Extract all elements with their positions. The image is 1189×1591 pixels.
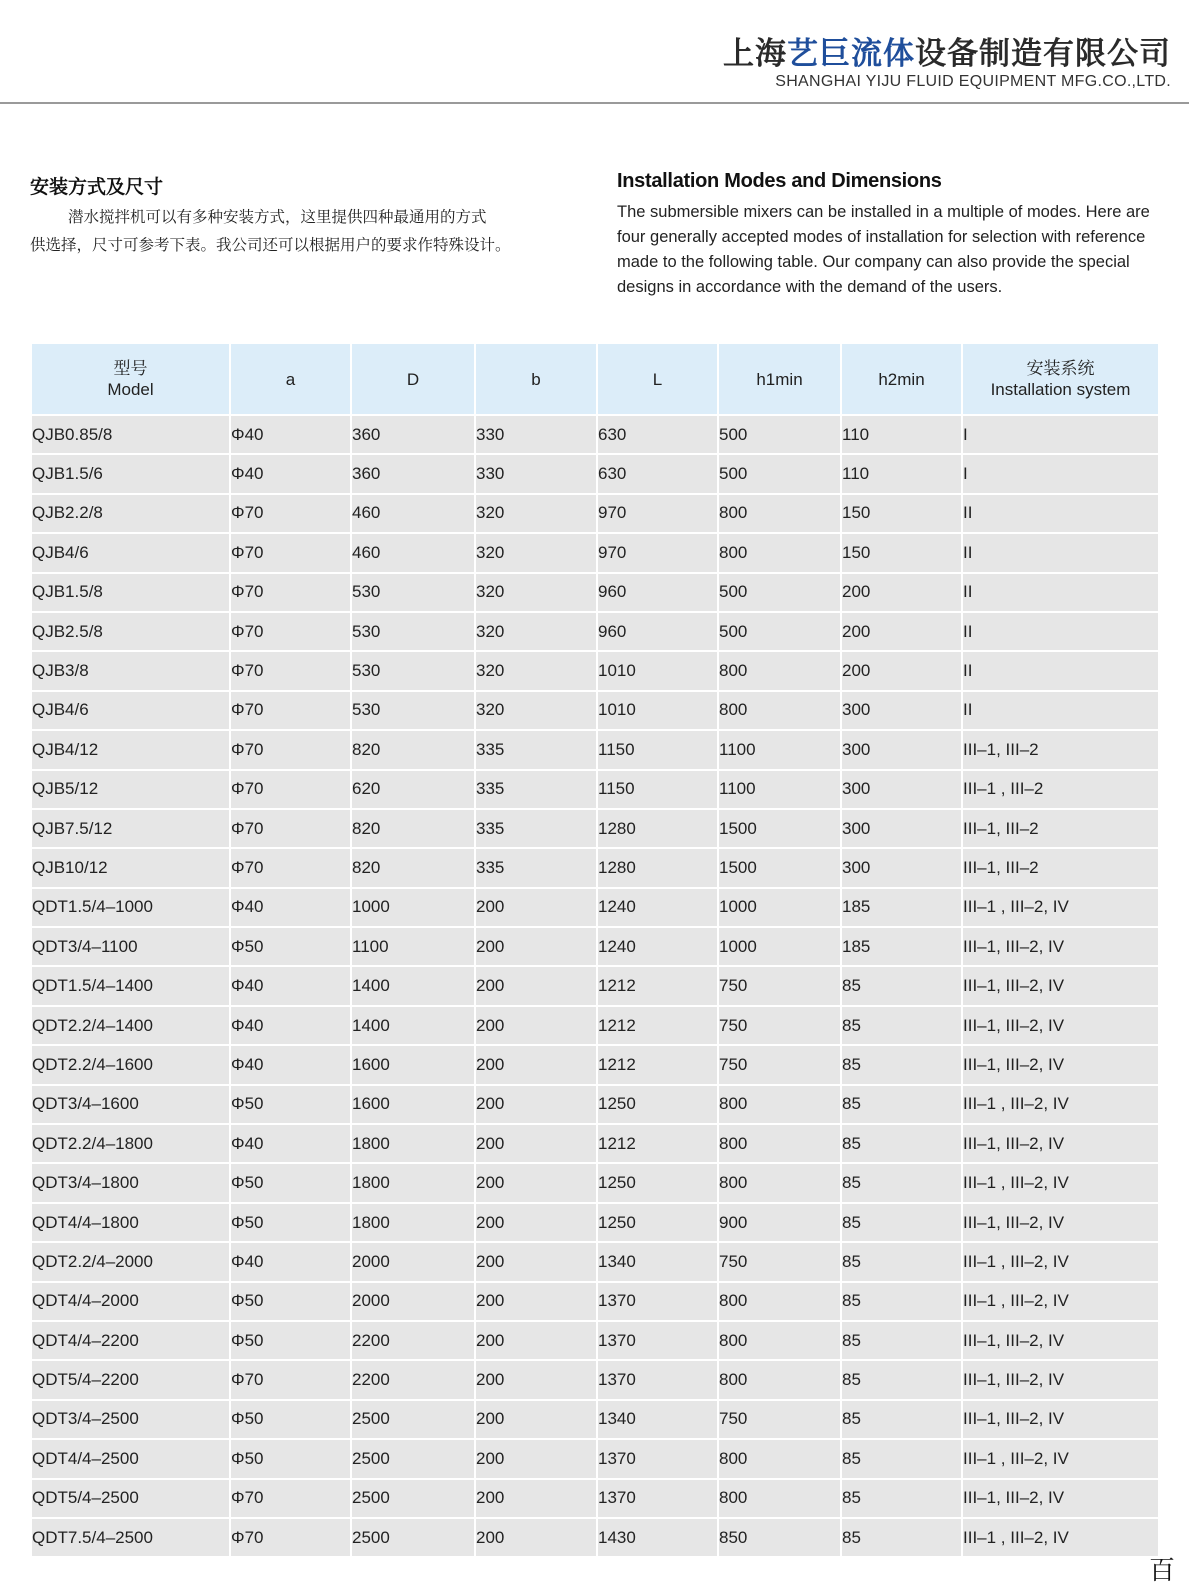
cell-l: 1370 — [597, 1360, 718, 1399]
cell-l: 1340 — [597, 1242, 718, 1281]
header-l: L — [597, 344, 718, 415]
intro-body-cn-line2: 供选择，尺寸可参考下表。我公司还可以根据用户的要求作特殊设计。 — [30, 236, 511, 254]
table-row — [32, 1242, 1158, 1281]
cell-b: 200 — [475, 1439, 597, 1478]
cell-h2min: 85 — [841, 1203, 962, 1242]
cell-a: Φ70 — [230, 651, 351, 690]
cell-b: 200 — [475, 1400, 597, 1439]
cell-model: QDT3/4–1100 — [32, 927, 230, 966]
cell-installation-system: III–1 , III–2, IV — [962, 1439, 1158, 1478]
cell-installation-system: II — [962, 573, 1158, 612]
header-installation-system — [962, 344, 1158, 415]
intro-body-en: The submersible mixers can be installed in a multiple of modes. Here are four generally accepted modes of installation for selection with reference made to the following table. Our company can also provide the special designs in accordance with the demand of the users. — [617, 203, 1150, 296]
cell-a: Φ40 — [230, 1006, 351, 1045]
cell-model: QJB0.85/8 — [32, 415, 230, 454]
table-row — [32, 415, 1158, 454]
dimensions-table — [32, 344, 1158, 1556]
cell-d: 1400 — [351, 1006, 475, 1045]
header-h2min: h2min — [841, 344, 962, 415]
cell-d: 2500 — [351, 1518, 475, 1556]
table-row — [32, 651, 1158, 690]
cell-l: 630 — [597, 415, 718, 454]
cell-model: QDT4/4–1800 — [32, 1203, 230, 1242]
cell-a: Φ70 — [230, 1518, 351, 1556]
cell-installation-system: III–1, III–2, IV — [962, 1400, 1158, 1439]
header-h1min: h1min — [718, 344, 841, 415]
cell-installation-system: III–1 , III–2, IV — [962, 1282, 1158, 1321]
cell-h1min: 850 — [718, 1518, 841, 1556]
cell-l: 1212 — [597, 966, 718, 1005]
table-row — [32, 691, 1158, 730]
table-row — [32, 1163, 1158, 1202]
cell-d: 2500 — [351, 1400, 475, 1439]
cell-h1min: 900 — [718, 1203, 841, 1242]
cell-model: QDT7.5/4–2500 — [32, 1518, 230, 1556]
cell-d: 820 — [351, 848, 475, 887]
cell-h1min: 1500 — [718, 809, 841, 848]
cell-h1min: 800 — [718, 691, 841, 730]
cell-h2min: 85 — [841, 1124, 962, 1163]
cell-installation-system: III–1, III–2 — [962, 730, 1158, 769]
cell-model: QJB4/6 — [32, 691, 230, 730]
cell-model: QJB1.5/6 — [32, 454, 230, 493]
header-system-cn: 安装系统 — [1026, 359, 1095, 378]
cell-h2min: 85 — [841, 1163, 962, 1202]
cell-model: QJB3/8 — [32, 651, 230, 690]
cell-installation-system: III–1, III–2, IV — [962, 1006, 1158, 1045]
cell-l: 1280 — [597, 809, 718, 848]
header-a: a — [230, 344, 351, 415]
cell-l: 1240 — [597, 927, 718, 966]
cell-d: 530 — [351, 612, 475, 651]
cell-b: 320 — [475, 573, 597, 612]
cell-a: Φ40 — [230, 1045, 351, 1084]
cell-l: 1212 — [597, 1045, 718, 1084]
cell-installation-system: I — [962, 415, 1158, 454]
cell-h2min: 300 — [841, 809, 962, 848]
cell-b: 330 — [475, 454, 597, 493]
corner-watermark-glyph: 百 — [1148, 1556, 1175, 1586]
table-row — [32, 1518, 1158, 1556]
table-row — [32, 454, 1158, 493]
cell-a: Φ70 — [230, 730, 351, 769]
cell-h1min: 1000 — [718, 927, 841, 966]
company-name-en: SHANGHAI YIJU FLUID EQUIPMENT MFG.CO.,LTD. — [775, 73, 1171, 90]
cell-a: Φ70 — [230, 809, 351, 848]
table-row — [32, 809, 1158, 848]
cell-h1min: 800 — [718, 1124, 841, 1163]
cell-installation-system: II — [962, 494, 1158, 533]
cell-l: 1212 — [597, 1124, 718, 1163]
cell-installation-system: III–1 , III–2 — [962, 770, 1158, 809]
cell-l: 970 — [597, 494, 718, 533]
table-row — [32, 1360, 1158, 1399]
cell-d: 2200 — [351, 1321, 475, 1360]
cell-model: QJB10/12 — [32, 848, 230, 887]
cell-l: 1280 — [597, 848, 718, 887]
cell-model: QJB1.5/8 — [32, 573, 230, 612]
cell-installation-system: I — [962, 454, 1158, 493]
cell-d: 1600 — [351, 1045, 475, 1084]
table-row — [32, 1203, 1158, 1242]
header-divider — [0, 102, 1189, 104]
cell-a: Φ70 — [230, 848, 351, 887]
cell-b: 335 — [475, 770, 597, 809]
cell-b: 200 — [475, 1360, 597, 1399]
cell-d: 460 — [351, 533, 475, 572]
intro-body-cn-line1 — [30, 203, 590, 231]
cell-b: 200 — [475, 1479, 597, 1518]
cell-a: Φ70 — [230, 494, 351, 533]
cell-model: QDT1.5/4–1400 — [32, 966, 230, 1005]
cell-d: 1100 — [351, 927, 475, 966]
cell-a: Φ50 — [230, 1321, 351, 1360]
cell-b: 200 — [475, 888, 597, 927]
cell-installation-system: III–1, III–2, IV — [962, 1360, 1158, 1399]
cell-model: QDT4/4–2000 — [32, 1282, 230, 1321]
cell-installation-system: III–1, III–2 — [962, 848, 1158, 887]
cell-a: Φ40 — [230, 415, 351, 454]
cell-b: 335 — [475, 848, 597, 887]
cell-l: 1150 — [597, 770, 718, 809]
cell-h2min: 85 — [841, 1439, 962, 1478]
cell-h2min: 300 — [841, 770, 962, 809]
cell-h2min: 85 — [841, 1518, 962, 1556]
cell-installation-system: III–1 , III–2, IV — [962, 1163, 1158, 1202]
table-row — [32, 1085, 1158, 1124]
cell-d: 530 — [351, 651, 475, 690]
cell-h2min: 150 — [841, 494, 962, 533]
cell-h2min: 200 — [841, 651, 962, 690]
cell-a: Φ70 — [230, 612, 351, 651]
cell-d: 460 — [351, 494, 475, 533]
cell-h2min: 85 — [841, 966, 962, 1005]
cell-b: 200 — [475, 1518, 597, 1556]
cell-h1min: 800 — [718, 651, 841, 690]
cell-d: 1400 — [351, 966, 475, 1005]
cell-model: QDT1.5/4–1000 — [32, 888, 230, 927]
cell-d: 530 — [351, 691, 475, 730]
cell-d: 360 — [351, 454, 475, 493]
table-row — [32, 1006, 1158, 1045]
cell-h1min: 800 — [718, 1321, 841, 1360]
cell-installation-system: III–1, III–2, IV — [962, 1321, 1158, 1360]
intro-title-cn: 安装方式及尺寸 — [30, 176, 164, 198]
cell-a: Φ70 — [230, 1360, 351, 1399]
cell-d: 1600 — [351, 1085, 475, 1124]
cell-h2min: 85 — [841, 1479, 962, 1518]
table-row — [32, 1124, 1158, 1163]
cell-l: 1370 — [597, 1439, 718, 1478]
cell-installation-system: III–1 , III–2, IV — [962, 888, 1158, 927]
cell-d: 620 — [351, 770, 475, 809]
cell-a: Φ40 — [230, 454, 351, 493]
intro-body-cn-line1-text: 潜水搅拌机可以有多种安装方式，这里提供四种最通用的方式 — [68, 208, 487, 226]
cell-l: 1150 — [597, 730, 718, 769]
table-header-row — [32, 344, 1158, 415]
cell-l: 970 — [597, 533, 718, 572]
company-name-cn — [723, 28, 1171, 73]
cell-installation-system: III–1 , III–2, IV — [962, 1242, 1158, 1281]
table-row — [32, 730, 1158, 769]
cell-model: QDT5/4–2500 — [32, 1479, 230, 1518]
cell-h2min: 85 — [841, 1242, 962, 1281]
cell-model: QDT2.2/4–1400 — [32, 1006, 230, 1045]
cell-installation-system: III–1, III–2, IV — [962, 1045, 1158, 1084]
cell-b: 200 — [475, 1085, 597, 1124]
cell-b: 330 — [475, 415, 597, 454]
cell-h1min: 500 — [718, 612, 841, 651]
cell-l: 1250 — [597, 1203, 718, 1242]
cell-a: Φ50 — [230, 1163, 351, 1202]
cell-h2min: 110 — [841, 415, 962, 454]
cell-d: 1800 — [351, 1203, 475, 1242]
cell-h2min: 300 — [841, 848, 962, 887]
cell-d: 820 — [351, 730, 475, 769]
header-model-cn: 型号 — [113, 359, 148, 378]
cell-h1min: 1100 — [718, 770, 841, 809]
table-row — [32, 966, 1158, 1005]
cell-l: 1250 — [597, 1163, 718, 1202]
cell-h1min: 500 — [718, 573, 841, 612]
cell-a: Φ70 — [230, 1479, 351, 1518]
cell-model: QDT3/4–1800 — [32, 1163, 230, 1202]
cell-model: QDT2.2/4–1800 — [32, 1124, 230, 1163]
cell-model: QDT4/4–2200 — [32, 1321, 230, 1360]
table-row — [32, 848, 1158, 887]
cell-d: 2200 — [351, 1360, 475, 1399]
cell-a: Φ70 — [230, 533, 351, 572]
cell-installation-system: III–1 , III–2, IV — [962, 1518, 1158, 1556]
header-model-en: Model — [107, 380, 154, 399]
cell-b: 200 — [475, 1006, 597, 1045]
cell-l: 1240 — [597, 888, 718, 927]
table-row — [32, 1439, 1158, 1478]
cell-d: 1000 — [351, 888, 475, 927]
cell-h1min: 1100 — [718, 730, 841, 769]
cell-b: 320 — [475, 612, 597, 651]
cell-h2min: 185 — [841, 888, 962, 927]
cell-l: 1250 — [597, 1085, 718, 1124]
cell-d: 2000 — [351, 1242, 475, 1281]
cell-b: 320 — [475, 533, 597, 572]
company-name-cn-brand: 艺巨流体 — [787, 36, 915, 72]
cell-h2min: 85 — [841, 1045, 962, 1084]
cell-h1min: 800 — [718, 1360, 841, 1399]
cell-l: 1370 — [597, 1321, 718, 1360]
cell-l: 1430 — [597, 1518, 718, 1556]
cell-a: Φ40 — [230, 1242, 351, 1281]
header-system-en: Installation system — [990, 380, 1131, 399]
cell-b: 335 — [475, 730, 597, 769]
cell-h2min: 200 — [841, 573, 962, 612]
table-row — [32, 1400, 1158, 1439]
cell-d: 2000 — [351, 1282, 475, 1321]
header-b: b — [475, 344, 597, 415]
table-row — [32, 927, 1158, 966]
cell-b: 200 — [475, 966, 597, 1005]
cell-d: 1800 — [351, 1163, 475, 1202]
cell-h1min: 750 — [718, 1006, 841, 1045]
cell-h1min: 500 — [718, 415, 841, 454]
cell-a: Φ40 — [230, 966, 351, 1005]
cell-installation-system: III–1, III–2 — [962, 809, 1158, 848]
cell-model: QJB2.5/8 — [32, 612, 230, 651]
cell-installation-system: II — [962, 651, 1158, 690]
cell-d: 530 — [351, 573, 475, 612]
cell-model: QDT4/4–2500 — [32, 1439, 230, 1478]
cell-h1min: 1000 — [718, 888, 841, 927]
cell-model: QDT2.2/4–2000 — [32, 1242, 230, 1281]
header-d: D — [351, 344, 475, 415]
table-row — [32, 533, 1158, 572]
cell-h2min: 85 — [841, 1321, 962, 1360]
cell-h1min: 800 — [718, 1439, 841, 1478]
cell-b: 335 — [475, 809, 597, 848]
cell-l: 630 — [597, 454, 718, 493]
table-body — [32, 415, 1158, 1556]
cell-h1min: 750 — [718, 1242, 841, 1281]
cell-installation-system: III–1, III–2, IV — [962, 1203, 1158, 1242]
cell-l: 1370 — [597, 1282, 718, 1321]
cell-l: 1010 — [597, 651, 718, 690]
table-row — [32, 1479, 1158, 1518]
cell-b: 200 — [475, 1124, 597, 1163]
cell-d: 2500 — [351, 1479, 475, 1518]
cell-b: 200 — [475, 1203, 597, 1242]
cell-l: 1340 — [597, 1400, 718, 1439]
cell-installation-system: III–1, III–2, IV — [962, 1479, 1158, 1518]
cell-h2min: 85 — [841, 1006, 962, 1045]
table-row — [32, 1282, 1158, 1321]
cell-a: Φ50 — [230, 1085, 351, 1124]
table-row — [32, 494, 1158, 533]
cell-l: 960 — [597, 612, 718, 651]
cell-h1min: 750 — [718, 1045, 841, 1084]
cell-d: 360 — [351, 415, 475, 454]
cell-model: QJB5/12 — [32, 770, 230, 809]
cell-b: 320 — [475, 494, 597, 533]
cell-model: QDT2.2/4–1600 — [32, 1045, 230, 1084]
cell-a: Φ50 — [230, 927, 351, 966]
cell-b: 200 — [475, 1163, 597, 1202]
cell-l: 1212 — [597, 1006, 718, 1045]
cell-installation-system: III–1, III–2, IV — [962, 1124, 1158, 1163]
cell-installation-system: III–1, III–2, IV — [962, 966, 1158, 1005]
table-row — [32, 1321, 1158, 1360]
table-row — [32, 770, 1158, 809]
cell-b: 320 — [475, 691, 597, 730]
cell-a: Φ50 — [230, 1282, 351, 1321]
cell-d: 2500 — [351, 1439, 475, 1478]
cell-a: Φ70 — [230, 770, 351, 809]
cell-d: 820 — [351, 809, 475, 848]
cell-a: Φ50 — [230, 1400, 351, 1439]
cell-h2min: 85 — [841, 1085, 962, 1124]
cell-h1min: 800 — [718, 1479, 841, 1518]
cell-h1min: 750 — [718, 1400, 841, 1439]
cell-model: QJB4/12 — [32, 730, 230, 769]
cell-installation-system: II — [962, 691, 1158, 730]
cell-l: 960 — [597, 573, 718, 612]
cell-h2min: 200 — [841, 612, 962, 651]
cell-h1min: 800 — [718, 1282, 841, 1321]
cell-model: QDT3/4–1600 — [32, 1085, 230, 1124]
cell-b: 200 — [475, 1321, 597, 1360]
intro-title-en: Installation Modes and Dimensions — [617, 170, 942, 192]
cell-model: QDT3/4–2500 — [32, 1400, 230, 1439]
cell-h1min: 800 — [718, 494, 841, 533]
cell-h2min: 85 — [841, 1282, 962, 1321]
cell-h1min: 800 — [718, 533, 841, 572]
cell-h1min: 800 — [718, 1085, 841, 1124]
cell-h2min: 85 — [841, 1400, 962, 1439]
cell-a: Φ50 — [230, 1203, 351, 1242]
cell-d: 1800 — [351, 1124, 475, 1163]
company-name-cn-prefix: 上海 — [723, 36, 787, 72]
cell-h1min: 1500 — [718, 848, 841, 887]
cell-a: Φ50 — [230, 1439, 351, 1478]
cell-model: QDT5/4–2200 — [32, 1360, 230, 1399]
cell-model: QJB4/6 — [32, 533, 230, 572]
cell-installation-system: III–1 , III–2, IV — [962, 1085, 1158, 1124]
cell-installation-system: II — [962, 533, 1158, 572]
company-name-cn-suffix: 设备制造有限公司 — [915, 36, 1171, 72]
cell-model: QJB2.2/8 — [32, 494, 230, 533]
intro-body-cn — [30, 203, 590, 259]
cell-installation-system: III–1, III–2, IV — [962, 927, 1158, 966]
table-row — [32, 612, 1158, 651]
cell-b: 200 — [475, 1282, 597, 1321]
table-row — [32, 573, 1158, 612]
cell-h2min: 185 — [841, 927, 962, 966]
cell-h2min: 110 — [841, 454, 962, 493]
cell-l: 1010 — [597, 691, 718, 730]
cell-a: Φ40 — [230, 1124, 351, 1163]
cell-h2min: 300 — [841, 730, 962, 769]
cell-b: 200 — [475, 927, 597, 966]
cell-h2min: 150 — [841, 533, 962, 572]
cell-h1min: 750 — [718, 966, 841, 1005]
table-row — [32, 1045, 1158, 1084]
cell-a: Φ70 — [230, 573, 351, 612]
cell-b: 320 — [475, 651, 597, 690]
cell-model: QJB7.5/12 — [32, 809, 230, 848]
table-row — [32, 888, 1158, 927]
cell-h1min: 500 — [718, 454, 841, 493]
cell-l: 1370 — [597, 1479, 718, 1518]
cell-installation-system: II — [962, 612, 1158, 651]
cell-b: 200 — [475, 1242, 597, 1281]
cell-a: Φ70 — [230, 691, 351, 730]
cell-a: Φ40 — [230, 888, 351, 927]
cell-h1min: 800 — [718, 1163, 841, 1202]
cell-b: 200 — [475, 1045, 597, 1084]
cell-h2min: 85 — [841, 1360, 962, 1399]
cell-h2min: 300 — [841, 691, 962, 730]
header-model — [32, 344, 230, 415]
